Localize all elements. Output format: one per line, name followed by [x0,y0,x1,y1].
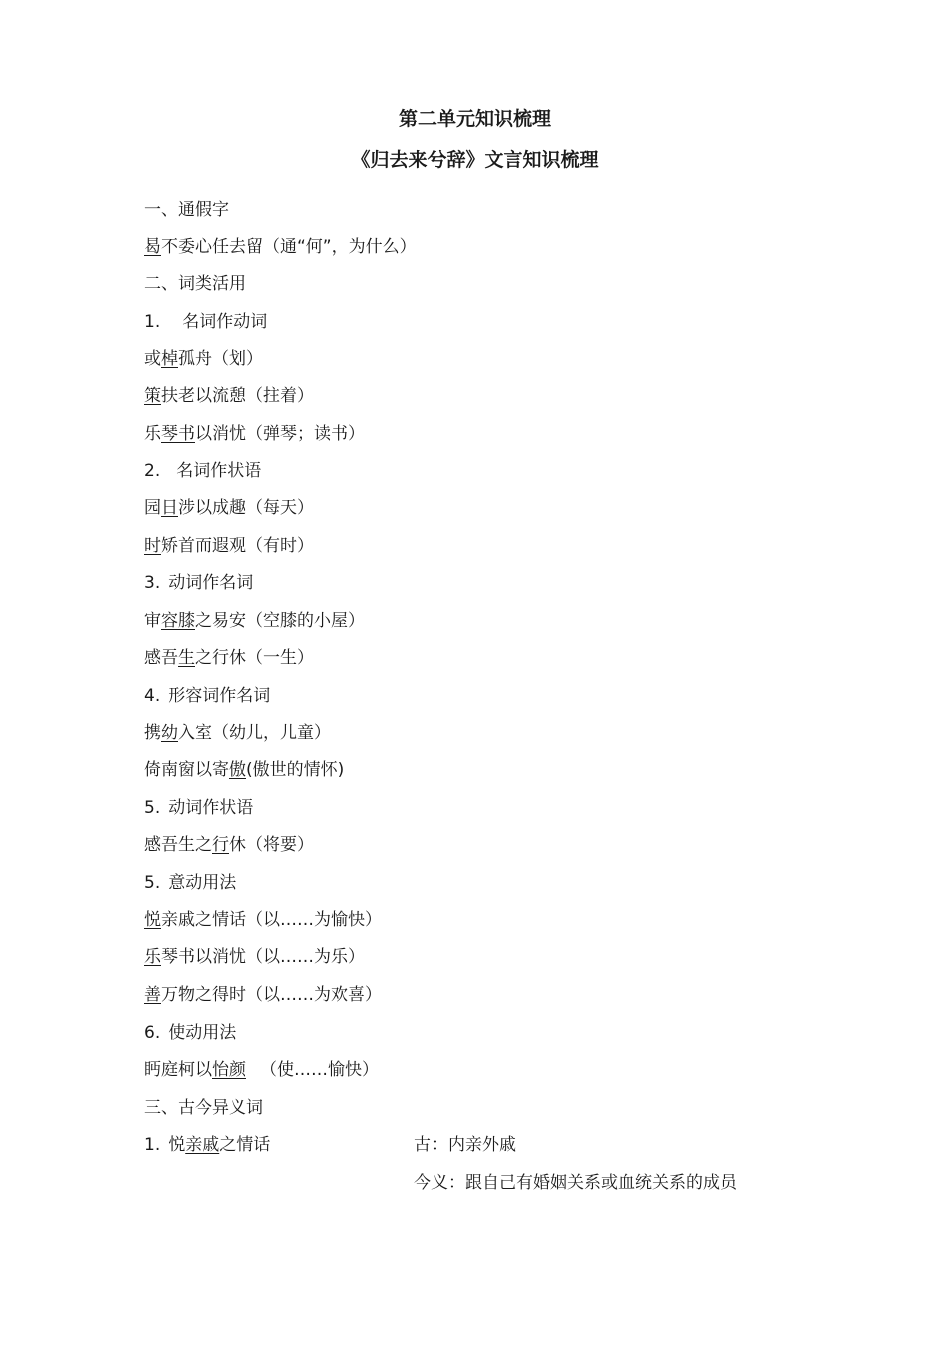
underlined-word: 亲戚 [185,1135,220,1155]
example-line: 携幼入室（幼儿，儿童） [144,723,331,743]
subheading-number: 4. [144,686,161,706]
underlined-word: 悦 [144,910,161,930]
example-line: 眄庭柯以怡颜 （使……愉快） [144,1060,379,1080]
underlined-word: 策 [144,386,161,406]
ancient-meaning: 古：内亲外戚 [414,1135,516,1155]
subheading-number: 2. [144,461,161,481]
section-heading-tongjia: 一、通假字 [144,200,229,220]
subheading-number: 5. [144,873,161,893]
subheading-number: 3. [144,573,161,593]
subheading-noun-as-adverbial [144,459,261,483]
subheading-label: 动词作状语 [168,798,254,818]
underlined-word: 善 [144,985,161,1005]
example-line: 乐琴书以消忧（弹琴；读书） [144,424,365,444]
subheading-label: 使动用法 [168,1023,237,1043]
subheading-number: 5. [144,798,161,818]
section-heading-gujin: 三、古今异义词 [144,1098,263,1118]
subheading-putative-usage [144,871,236,895]
example-line: 乐琴书以消忧（以……为乐） [144,947,365,967]
underlined-word: 怡颜 [212,1060,246,1080]
underlined-word: 时 [144,536,161,556]
subheading-adj-as-noun [144,684,270,708]
underlined-word: 行 [212,835,229,855]
subheading-label: 形容词作名词 [168,686,271,706]
section-heading-cilei: 二、词类活用 [144,274,246,294]
subheading-number: 6. [144,1023,161,1043]
example-line: 审容膝之易安（空膝的小屋） [144,611,365,631]
example-line: 善万物之得时（以……为欢喜） [144,985,382,1005]
underlined-word: 曷 [144,237,161,257]
underlined-word: 乐 [144,947,161,967]
underlined-word: 日 [161,498,178,518]
subheading-verb-as-noun [144,571,253,595]
example-line: 悦亲戚之情话（以……为愉快） [144,910,382,930]
example-text: 不委心任去留（通“何”，为什么） [161,237,417,257]
subheading-noun-as-verb [144,310,267,334]
underlined-word: 棹 [161,349,178,369]
underlined-word: 琴书 [161,424,195,444]
example-line: 感吾生之行休（一生） [144,648,314,668]
underlined-word: 傲 [229,760,246,780]
example-line: 策扶老以流憩（拄着） [144,386,314,406]
page-title: 第二单元知识梳理 [398,108,551,130]
tongjia-example [144,235,417,259]
example-line: 或棹孤舟（划） [144,349,263,369]
item-number: 1. [144,1135,161,1155]
subheading-label: 动词作名词 [168,573,254,593]
example-line: 倚南窗以寄傲(傲世的情怀) [144,760,345,780]
subheading-label: 意动用法 [168,873,237,893]
subheading-causative-usage [144,1021,236,1045]
gujin-item: 1. 悦亲戚之情话 [144,1135,271,1155]
example-line: 感吾生之行休（将要） [144,835,314,855]
subheading-verb-as-adverbial [144,796,253,820]
underlined-word: 幼 [161,723,178,743]
example-line: 时矫首而遐观（有时） [144,536,314,556]
page-subtitle: 《归去来兮辞》文言知识梳理 [351,149,599,171]
underlined-word: 生 [178,648,195,668]
subheading-number: 1. [144,312,161,332]
example-line: 园日涉以成趣（每天） [144,498,314,518]
underlined-word: 容膝 [161,611,195,631]
subheading-label: 名词作动词 [182,312,268,332]
modern-meaning: 今义：跟自己有婚姻关系或血统关系的成员 [414,1173,737,1193]
subheading-label: 名词作状语 [176,461,262,481]
